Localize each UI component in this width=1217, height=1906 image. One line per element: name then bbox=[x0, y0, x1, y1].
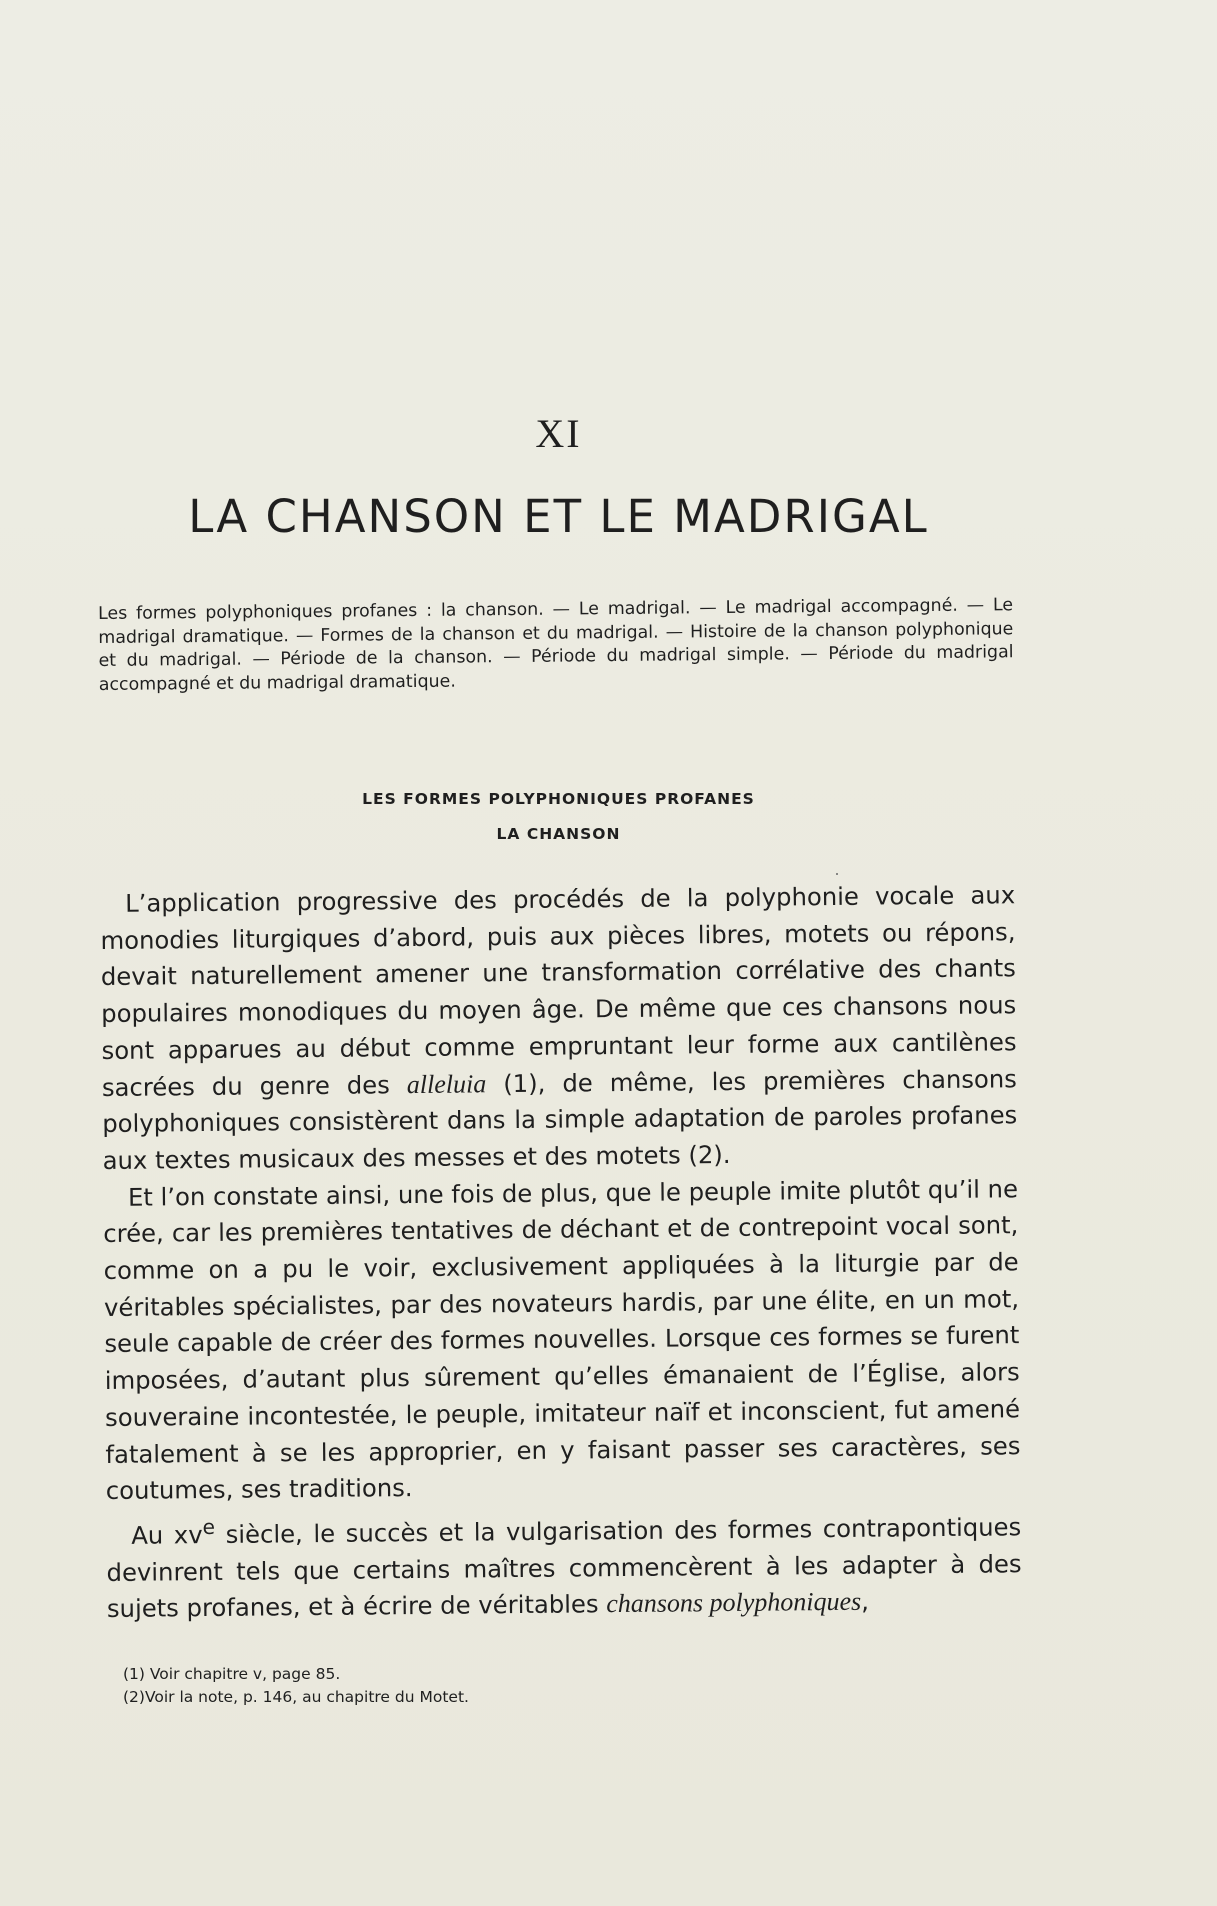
body-text bbox=[100, 877, 1022, 1628]
paragraph-3-superscript: e bbox=[202, 1514, 216, 1539]
paragraph-3 bbox=[106, 1501, 1022, 1628]
paragraph-1-text-b: (1), de même, les premières chansons polyphoniques consistèrent dans la simple adaptation de paroles profanes aux textes musicaux des messes et des motets (2). bbox=[102, 1063, 1018, 1175]
paragraph-3-text-a: Au xv bbox=[131, 1520, 203, 1550]
paragraph-1 bbox=[100, 877, 1018, 1179]
paper-speck bbox=[836, 873, 838, 875]
paragraph-2: Et l’on constate ainsi, une fois de plus, que le peuple imite plutôt qu’il ne crée, car les premières tentatives de déchant et de contrepoint vocal sont, comme on a pu le voir, exclusivement appliquées à la liturgie par de véritables spécialistes, par des novateurs hardis, par une élite, en un mot, seule capable de créer des formes nouvelles. Lorsque ces formes se furent imposées, d’autant plus sûrement qu’elles émanaient de l’Église, alors souveraine incontestée, le peuple, imitateur naïf et inconscient, fut amené fatalement à se les approprier, en y faisant passer ses caractères, ses coutumes, ses traditions. bbox=[103, 1173, 1021, 1506]
footnote-1: (1) Voir chapitre v, page 85. bbox=[123, 1665, 341, 1683]
paragraph-3-text-b: siècle, le succès et la vulgarisation des formes contrapontiques devinrent tels que certains maîtres commencèrent à les adapter à des sujets profanes, et à écrire de véritables bbox=[106, 1512, 1022, 1624]
chapter-title: LA CHANSON ET LE MADRIGAL bbox=[188, 490, 929, 543]
paragraph-3-text-c: , bbox=[861, 1587, 870, 1617]
paragraph-1-italic: alleluia bbox=[406, 1068, 487, 1099]
section-heading: LES FORMES POLYPHONIQUES PROFANES bbox=[362, 790, 755, 808]
paragraph-1-text-a: L’application progressive des procédés de la polyphonie vocale aux monodies liturgiques d’abord, puis aux pièces libres, motets ou répons, devait naturellement amener une transformation corrélative des chants populaires monodiques du moyen âge. De même que ces chansons nous sont apparues au début comme empruntant leur forme aux cantilènes sacrées du genre des bbox=[100, 880, 1017, 1102]
section-subheading: LA CHANSON bbox=[496, 825, 621, 843]
chapter-number: XI bbox=[535, 411, 582, 456]
footnotes bbox=[123, 1663, 823, 1709]
paragraph-3-italic: chansons polyphoniques bbox=[606, 1587, 862, 1619]
chapter-summary: Les formes polyphoniques profanes : la chanson. — Le madrigal. — Le madrigal accompagné. — Le madrigal dramatique. — Formes de la chanson et du madrigal. — Histoire de la chanson polyphonique et du madrigal. — Période de la chanson. — Période du madrigal simple. — Période du madrigal accompagné et du madrigal dramatique. bbox=[98, 595, 1014, 695]
footnote-2: (2)Voir la note, p. 146, au chapitre du Motet. bbox=[123, 1688, 469, 1706]
